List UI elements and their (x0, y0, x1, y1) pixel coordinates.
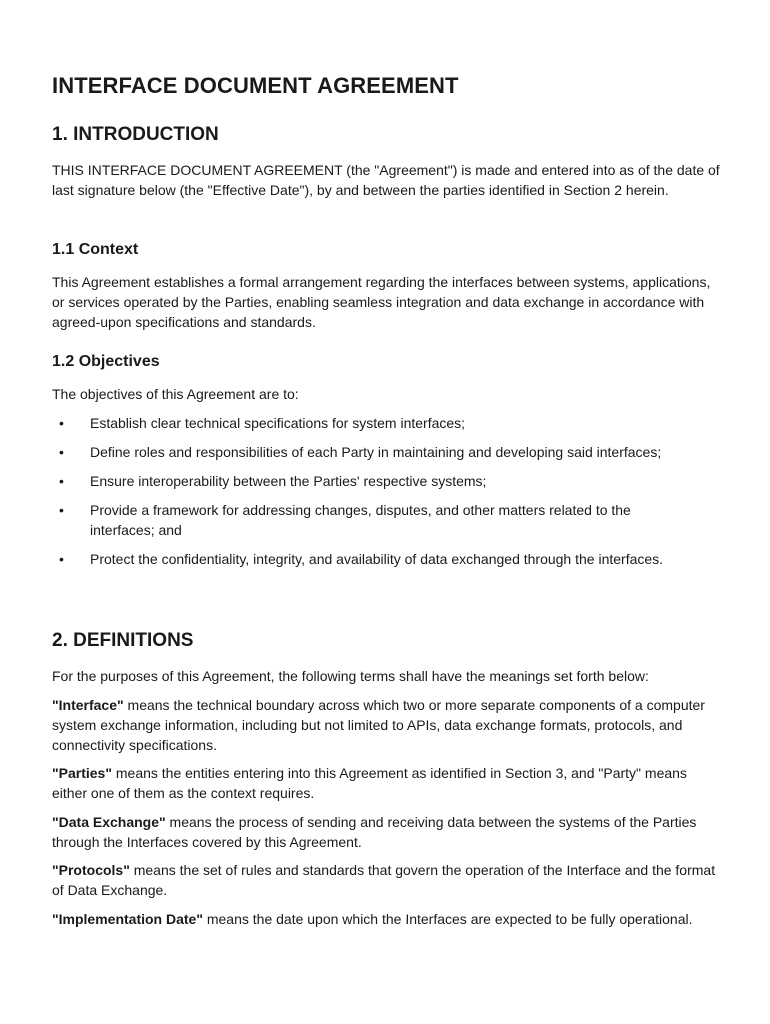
list-item (52, 442, 722, 462)
list-item-text: Ensure interoperability between the Parties' respective systems; (90, 473, 487, 489)
list-item (52, 413, 722, 433)
section-heading-introduction: 1. INTRODUCTION (52, 124, 219, 145)
list-item-text: Provide a framework for addressing changes, disputes, and other matters related to the interfaces; and (90, 502, 631, 538)
list-item (52, 471, 722, 491)
document-title: INTERFACE DOCUMENT AGREEMENT (52, 73, 459, 98)
bullet-icon: • (59, 415, 64, 431)
subsection-heading-objectives: 1.2 Objectives (52, 353, 160, 370)
bullet-icon: • (59, 551, 64, 567)
definition-text: means the set of rules and standards that govern the operation of the Interface and the format of Data Exchange. (52, 862, 716, 898)
objectives-list (52, 413, 722, 569)
bullet-icon: • (59, 444, 64, 460)
bullet-icon: • (59, 473, 64, 489)
subsection-heading-context: 1.1 Context (52, 241, 139, 258)
definition-text: means the entities entering into this Agreement as identified in Section 3, and "Party" means either one of them as the context requires. (52, 765, 687, 801)
context-paragraph: This Agreement establishes a formal arrangement regarding the interfaces between systems, applications, or services operated by the Parties, enabling seamless integration and data exchange in accordance with agreed-upon specifications and standards. (52, 274, 711, 330)
definition-term: "Implementation Date" (52, 911, 203, 927)
list-item-text: Establish clear technical specifications for system interfaces; (90, 415, 466, 431)
definition-text: means the date upon which the Interfaces are expected to be fully operational. (202, 911, 693, 927)
list-item-text: Define roles and responsibilities of each Party in maintaining and developing said interfaces; (90, 444, 662, 460)
list-item-text: Protect the confidentiality, integrity, and availability of data exchanged through the interfaces. (90, 551, 664, 567)
definition-implementation-date (52, 909, 722, 929)
intro-paragraph: THIS INTERFACE DOCUMENT AGREEMENT (the "Agreement") is made and entered into as of the date of last signature below (the "Effective Date"), by and between the parties identified in Section 2 herein. (52, 162, 720, 198)
bullet-icon: • (59, 502, 64, 518)
section-heading-definitions: 2. DEFINITIONS (52, 630, 194, 651)
definition-protocols (52, 860, 722, 900)
definition-term: "Data Exchange" (52, 814, 166, 830)
list-item (52, 500, 722, 540)
objectives-lead: The objectives of this Agreement are to: (52, 386, 299, 402)
definition-text: means the technical boundary across which two or more separate components of a computer system exchange information, including but not limited to APIs, data exchange formats, protocols, and connectivity specifications. (52, 697, 705, 753)
definition-data-exchange (52, 812, 722, 852)
definition-interface (52, 695, 722, 755)
definition-parties (52, 763, 722, 803)
definition-text: means the process of sending and receiving data between the systems of the Parties through the Interfaces covered by this Agreement. (52, 814, 697, 850)
definitions-lead: For the purposes of this Agreement, the following terms shall have the meanings set forth below: (52, 668, 649, 684)
list-item (52, 549, 722, 569)
definition-term: "Protocols" (52, 862, 130, 878)
definition-term: "Interface" (52, 697, 124, 713)
definition-term: "Parties" (52, 765, 112, 781)
